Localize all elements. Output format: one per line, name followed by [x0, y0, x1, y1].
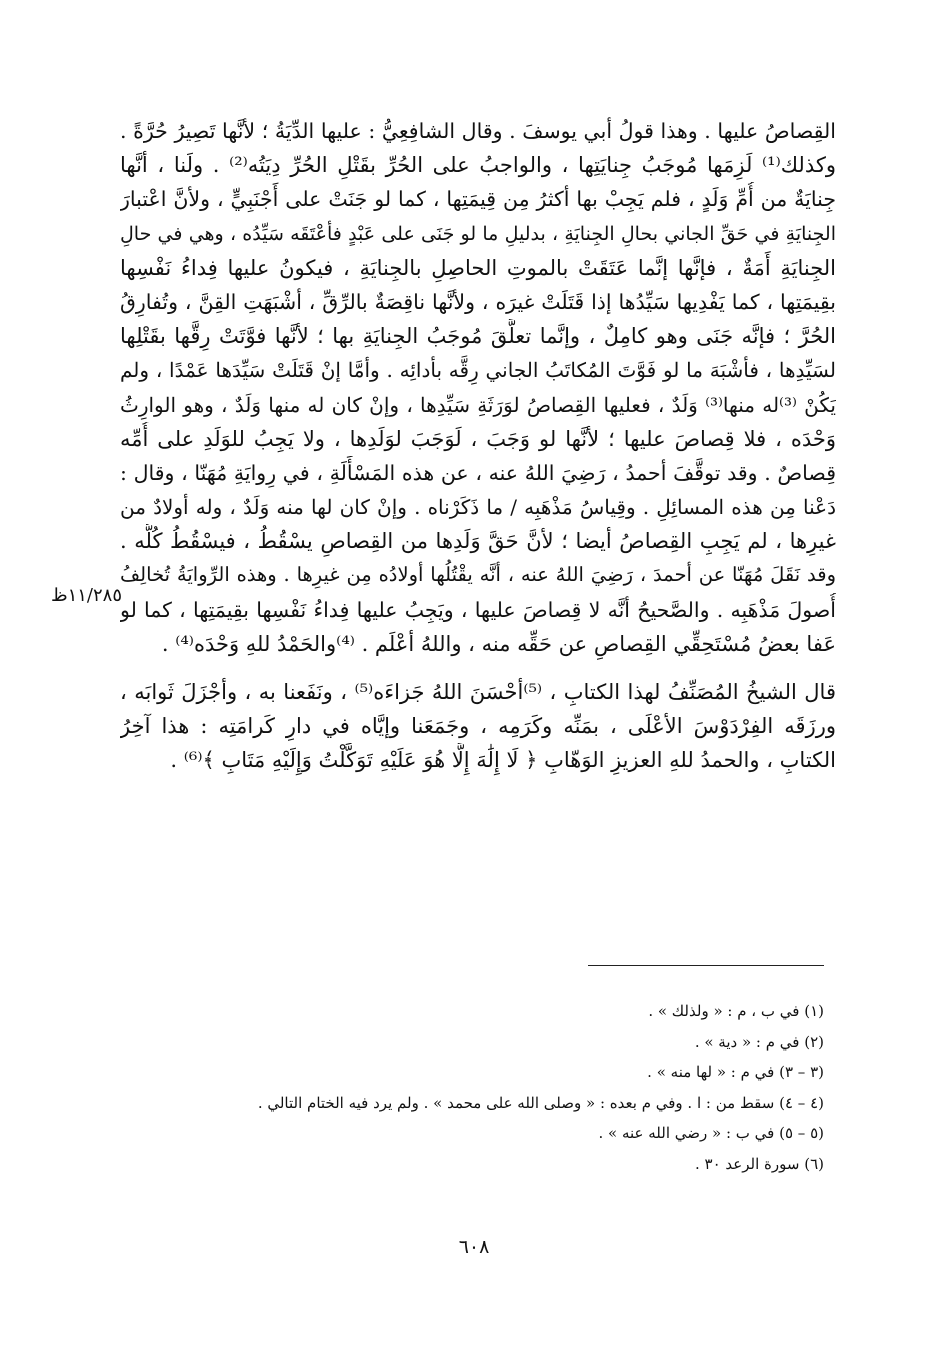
text-line: لسَيِّدِها ، فأشْبَهَ ما لو فَوَّتَ المُكاتَبُ الجاني رِقَّه بأدائِه . وأمَّا إنْ قَتَلَتْ سَيِّدَها عَمْدًا ، ولم [120, 358, 836, 383]
text-line: قال الشيخُ المُصَنِّفُ لهذا الكتابِ ، ⁽⁵⁾أحْسَنَ اللهُ جَزاءَه⁽⁵⁾ ، ونَفَعنا به ، وأجْزَلَ ثَوابَه ، [120, 680, 836, 704]
text-line: الجِنايَةِ أَمَةٌ ، فإنَّها إنَّما عَتَقَتْ بالموتِ الحاصِلِ بالجِنايَةِ ، فيكونُ عليها فِداءُ نَفْسِها [120, 255, 836, 280]
text-line: قِصاصٌ . وقد توقَّفَ أحمدُ ، رَضِيَ اللهُ عنه ، عن هذه المَسْأَلَةِ ، في رِوايَةِ مُهَنّا ، وقال : [120, 460, 836, 485]
text-line: جِنايَةٌ من أُمِّ وَلَدٍ ، فلم يَجِبْ بها أكثرُ مِن قِيمَتِها ، كما لو جَنَتْ على أَجْنَبِيٍّ ، ولأنَّ اعْتبارَ [120, 187, 836, 212]
paragraph-closing [120, 675, 836, 778]
main-text-block [120, 114, 836, 778]
footnotes-section [240, 996, 824, 1179]
footnote-divider [588, 965, 824, 966]
text-line: يَكُنْ ⁽³⁾له منها⁽³⁾ وَلَدٌ ، فعليها القِصاصُ لوَرَثَةِ سَيِّدِها ، وإنْ كان له منها وَلَدٌ ، وهو الوارِثُ [120, 392, 836, 417]
text-line: وَحْدَه ، فلا قِصاصَ عليها ؛ لأنَّها لو وَجَبَ ، لَوَجَبَ لوَلَدِها ، ولا يَجِبُ للوَلَدِ على أُمِّه [120, 426, 836, 451]
text-line: عَفا بعضُ مُسْتَحِقِّي القِصاصِ عن حَقِّه منه ، واللهُ أعْلَم . ⁽⁴⁾والحَمْدُ للهِ وَحْدَه⁽⁴⁾ . [161, 631, 836, 656]
footnote: (٦) سورة الرعد ٣٠ . [694, 1154, 824, 1173]
footnote: (٢) في م : « دية » . [694, 1032, 824, 1051]
text-line: وكذلك⁽¹⁾ لَزِمَها مُوجَبُ جِنايَتِها ، والواجبُ على الحُرِّ بقَتْلِ الحُرِّ دِيَتُه⁽²⁾ . ولَنا ، أنَّها [120, 153, 836, 178]
text-line: الجِنايَةِ في حَقِّ الجاني بحالِ الجِنايَةِ ، بدليلِ ما لو جَنَى على عَبْدٍ فأعْتَقَه سَيِّدُه ، وهي في حالِ [120, 222, 836, 245]
text-line: القِصاصُ عليها . وهذا قولُ أبي يوسفَ . وقال الشافِعِيُّ : عليها الدِّيَةُ ؛ لأنَّها تَصِيرُ حُرَّةً . [120, 119, 836, 143]
footnote: (١) في ب ، م : « ولذلك » . [648, 1002, 824, 1020]
page-number: ٦٠٨ [458, 1236, 490, 1258]
text-line: دَعْنا مِن هذه المسائِلِ . وقِياسُ مَذْهَبِه / ما ذَكَرْناه . وإنْ كان لها منه وَلَدٌ ، وله أولادٌ من [120, 495, 836, 520]
manuscript-folio-marker: ١١/٢٨٥ظ [50, 585, 122, 606]
text-line: بقِيمَتِها ، كما يَفْدِيها سَيِّدُها إذا قَتَلَتْ غيرَه ، ولأنَّها ناقِصَةٌ بالرِّقِّ ، أشْبَهَتِ القِنَّ ، وتُفارِقُ [120, 289, 836, 314]
text-line: الكتابِ ، والحمدُ للهِ العزيزِ الوَهّابِ ﴿ لَا إِلَٰهَ إِلَّا هُوَ عَلَيْهِ تَوَكَّلْتُ وَإِلَيْهِ مَتَابِ ﴾⁽⁶⁾ . [170, 748, 836, 773]
footnote: (٣ – ٣) في م : « لها منه » . [647, 1063, 824, 1081]
text-line: ورزَقَه الفِرْدَوْسَ الأعْلَى ، بمَنِّه وكَرَمِه ، وجَمَعَنا وإيَّاه في دارِ كَرامَتِه : هذا آخِرُ [120, 714, 836, 739]
text-line: غيرِها ، لم يَجِبِ القِصاصُ أيضا ؛ لأنَّ حَقَّ وَلَدِها من القِصاصِ يسْقُطُ ، فيسْقُطُ كُلُّه . [120, 529, 836, 554]
paragraph-main [120, 114, 836, 661]
text-line: الحُرَّ ؛ فإنَّه جَنَى وهو كامِلٌ ، وإنَّما تعلَّقَ مُوجَبُ الجِنايَةِ بها ؛ لأنَّها فوَّتَتْ رِقَّها بقَتْلِها [120, 324, 836, 349]
footnote: (٥ – ٥) في ب : « رضي الله عنه » . [598, 1124, 824, 1142]
text-line: وقد نَقَلَ مُهَنّا عن أحمدَ ، رَضِيَ اللهُ عنه ، أنَّه يقْتُلُها أولادُه مِن غيرِها . وهذه الرِّوايَةُ تُخالِفُ [120, 563, 836, 587]
text-line: أُصولَ مَذْهَبِه . والصَّحيحُ أنَّه لا قِصاصَ عليها ، ويَجِبُ عليها فِداءُ نَفْسِها بقِيمَتِها ، كما لو [120, 597, 836, 622]
footnote: (٤ – ٤) سقط من : ا . وفي م بعده : « وصلى الله على محمد » . ولم يرد فيه الختام التالي . [257, 1093, 824, 1112]
